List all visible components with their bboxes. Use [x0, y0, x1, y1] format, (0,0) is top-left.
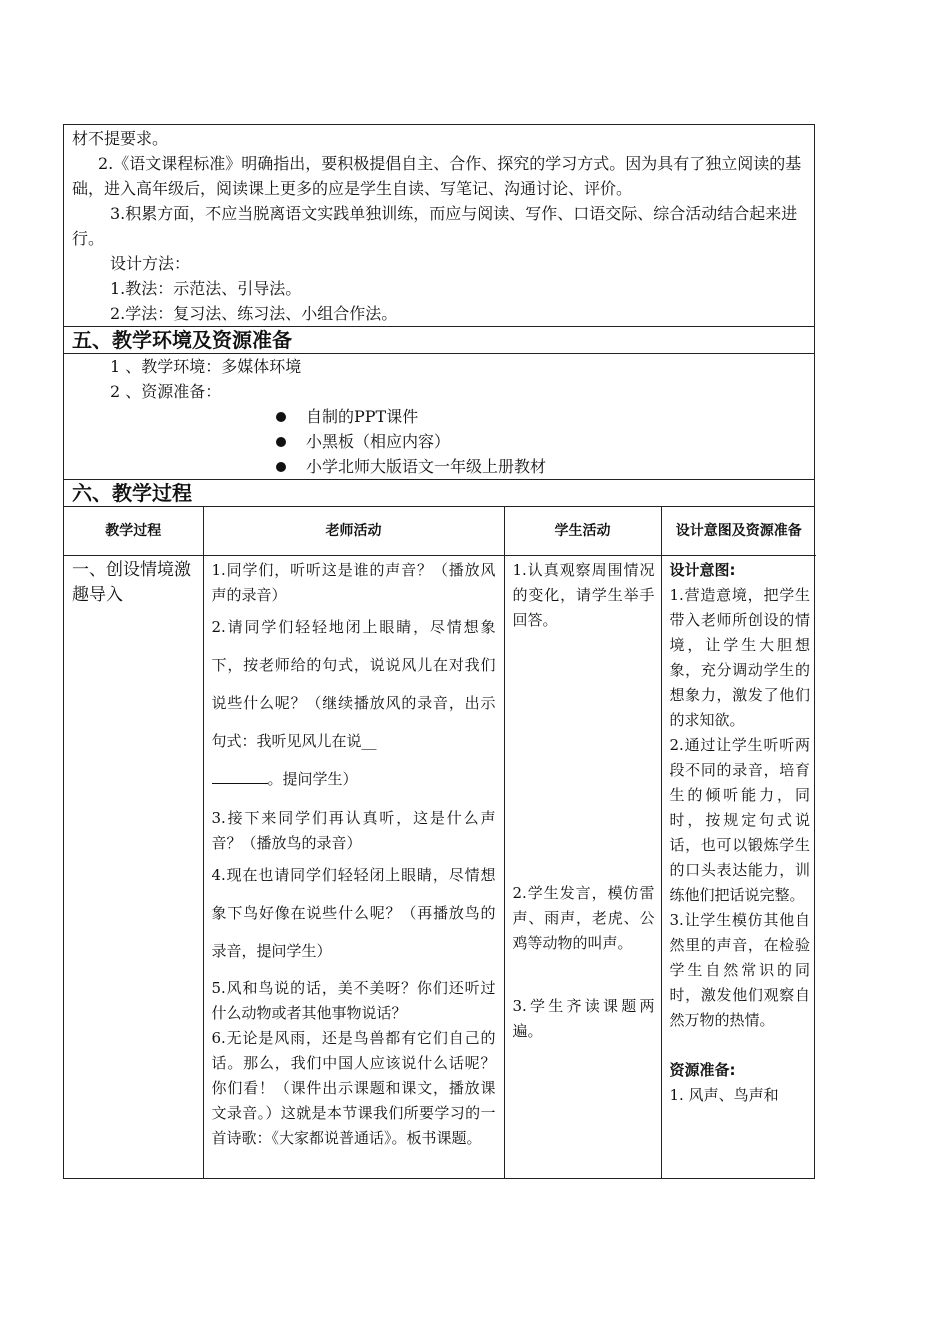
student-step-2: 2.学生发言，模仿雷声、雨声，老虎、公鸡等动物的叫声。	[512, 884, 655, 952]
student-step-1: 1.认真观察周围情况的变化，请学生举手回答。	[512, 561, 655, 629]
method-learning: 2.学法：复习法、练习法、小组合作法。	[110, 304, 398, 323]
bullet-icon	[276, 437, 286, 447]
design-point-3: 3.让学生模仿其他自然里的声音，在检验学生自然常识的同时，激发他们观察自然万物的热情。	[669, 911, 810, 1029]
intro-paragraph-2: 2.《语文课程标准》明确指出，要积极提倡自主、合作、探究的学习方式。因为具有了独立阅读的基础，进入高年级后，阅读课上更多的应是学生自读、写笔记、沟通讨论、评价。	[72, 154, 802, 198]
resource-point-1: 1. 风声、鸟声和	[669, 1086, 779, 1104]
fill-blank	[212, 769, 268, 784]
student-step-3: 3.学生齐读课题两遍。	[512, 997, 655, 1040]
design-point-2: 2.通过让学生听听两段不同的录音，培育生的倾听能力，同时，按规定句式说话，也可以锻炼学生的口头表达能力，训练他们把话说完整。	[669, 736, 810, 904]
section-five	[63, 326, 815, 479]
teacher-step-5: 5.风和鸟说的话，美不美呀？你们还听过什么动物或者其他事物说话？	[211, 979, 496, 1022]
intro-line: 材不提要求。	[72, 129, 169, 148]
resource-item: 自制的PPT课件	[274, 404, 814, 429]
resource-item: 小学北师大版语文一年级上册教材	[274, 454, 814, 479]
bullet-icon	[276, 412, 286, 422]
resource-label: 资源准备:	[669, 1061, 736, 1079]
method-title: 设计方法：	[110, 254, 191, 273]
design-point-1: 1.营造意境，把学生带入老师所创设的情境，让学生大胆想象，充分调动学生的想象力，激发了他们的求知欲。	[669, 586, 810, 729]
teacher-cell	[203, 556, 504, 1179]
header-teacher: 老师活动	[203, 507, 504, 556]
intro-paragraph-3: 3.积累方面，不应当脱离语文实践单独训练，而应与阅读、写作、口语交际、综合活动结合起来进行。	[72, 204, 798, 248]
resource-item: 小黑板（相应内容）	[274, 429, 814, 454]
document-page	[63, 124, 815, 1179]
header-design: 设计意图及资源准备	[661, 507, 816, 556]
teacher-step-2-cont: 。提问学生）	[212, 760, 496, 798]
design-label: 设计意图:	[669, 561, 736, 579]
section-six-title: 六、教学过程	[64, 480, 814, 507]
header-student: 学生活动	[504, 507, 661, 556]
environment-line: 1 、教学环境：多媒体环境	[110, 357, 302, 376]
teacher-step-6: 6.无论是风雨，还是鸟兽都有它们自己的话。那么，我们中国人应该说什么话呢？你们看！（课件出示课题和课文，播放课文录音。）这就是本节课我们所要学习的一首诗歌：《大家都说普通话》。板书课题。	[211, 1029, 496, 1147]
teacher-step-2: 2.请同学们轻轻地闭上眼睛，尽情想象下，按老师给的句式，说说风儿在对我们说些什么呢？（继续播放风的录音，出示句式：我听见风儿在说__	[211, 618, 496, 750]
process-table	[64, 507, 816, 1178]
section-six	[63, 479, 815, 1179]
table-row	[64, 556, 816, 1179]
teacher-step-3: 3.接下来同学们再认真听，这是什么声音？（播放鸟的录音）	[211, 809, 496, 852]
design-cell	[661, 556, 816, 1179]
student-cell	[504, 556, 661, 1179]
resource-line: 2 、资源准备：	[110, 382, 222, 401]
table-header-row	[64, 507, 816, 556]
resource-list	[64, 404, 814, 479]
teacher-step-1: 1.同学们，听听这是谁的声音？（播放风声的录音）	[211, 561, 496, 604]
method-teaching: 1.教法：示范法、引导法。	[110, 279, 302, 298]
section-five-title: 五、教学环境及资源准备	[64, 327, 814, 354]
bullet-icon	[276, 462, 286, 472]
intro-section	[63, 124, 815, 326]
header-stage: 教学过程	[64, 507, 203, 556]
environment-block	[64, 354, 814, 404]
teacher-step-4: 4.现在也请同学们轻轻闭上眼睛，尽情想象下鸟好像在说些什么呢？（再播放鸟的录音，提问学生）	[211, 866, 496, 960]
stage-cell: 一、创设情境激趣导入	[64, 556, 203, 1179]
